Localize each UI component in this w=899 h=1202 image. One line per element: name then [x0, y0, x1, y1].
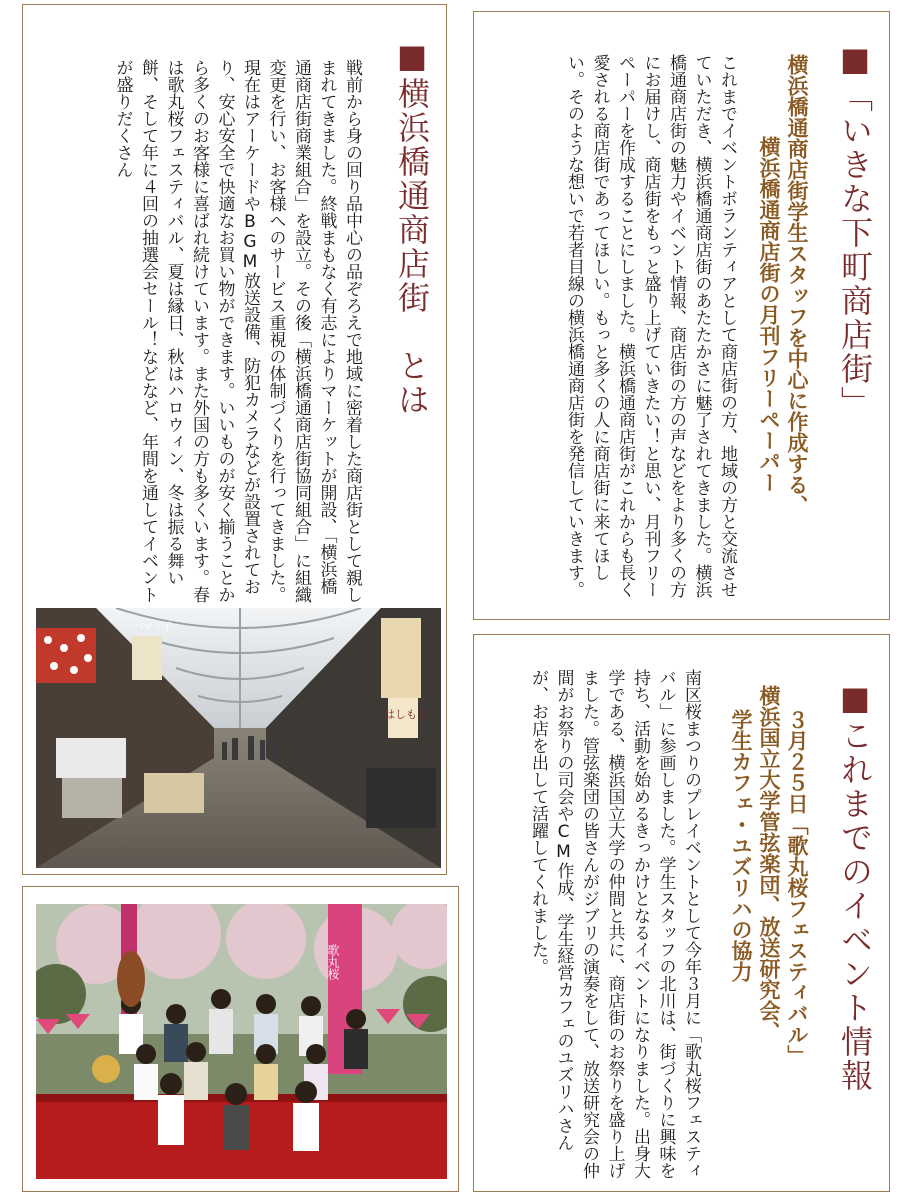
event-photo — [36, 904, 447, 1179]
events-body: 南区桜まつりのプレイベントとして今年３月に「歌丸桜フェスティバル」に参画しました。学生スタッフの北川は、街づくりに興味を持ち、活動を始めるきっかけとなるイベントになりました。出身大学である、横浜国立大学の仲間と共に、商店街のお祭りを盛り上げました。管弦楽団の皆さんがジブリの演奏をして、放送研究会の仲間がお祭りの司会やCM作成、学生経営カフェのユズリハさんが、お店を出して活躍してくれました。 — [528, 669, 701, 1179]
arcade-photo — [36, 608, 441, 868]
events-subheading-2: 横浜国立大学管弦楽団、放送研究会、 — [757, 685, 781, 1042]
arcade-sign-2: はしもと — [384, 708, 428, 721]
about-section — [22, 4, 447, 875]
about-heading: ■横浜橋通商店街 とは — [393, 37, 431, 417]
events-subheading-1: ３月２５日「歌丸桜フェスティバル」 — [785, 709, 809, 1066]
festival-banner-text: 歌丸桜 — [326, 944, 340, 980]
arcade-photo-illustration — [36, 608, 441, 868]
intro-section — [473, 11, 890, 620]
arcade-sign-1: ハマッ子 — [133, 622, 173, 633]
intro-subheading-1: 横浜橋通商店街学生スタッフを中心に作成する、 — [785, 54, 809, 516]
intro-body: これまでイベントボランティアとして商店街の方、地域の方と交流させていただき、横浜橋通商店街のあたたかさに魅了されてきました。横浜橋通商店街の魅力やイベント情報、商店街の方の声などをより多くの方にお届けし、商店街をもっと盛り上げていきたい！と思い、月刊フリーペーパーを作成することにしました。横浜橋通商店街がこれからも長く愛される商店街であってほしい。もっと多くの人に商店街に来てほしい。そのような想いで若者目線の横浜橋通商店街を発信していきます。 — [564, 54, 737, 598]
event-photo-section — [22, 886, 459, 1192]
events-subheading-3: 学生カフェ・ユズリハの協力 — [729, 709, 753, 982]
events-heading: ■これまでのイベント情報 — [836, 679, 874, 1093]
about-body: 戦前から身の回り品中心の品ぞろえで地域に密着した商店街として親しまれてきました。終戦まもなく有志によりマーケットが開設、「横浜橋通商店街商業組合」を設立。その後「横浜橋通商店街協同組合」に組織変更を行い、お客様へのサービス重視の体制づくりを行ってきました。現在はアーケードやBGM放送設備、防犯カメラなどが設置されており、安心安全で快適なお買い物ができます。いいものが安く揃うことから多くのお客様に喜ばれ続けています。また外国の方も多くいます。春は歌丸桜フェスティバル、夏は縁日、秋はハロウィン、冬は振る舞い餅、そして年に４回の抽選会セール！などなど、年間を通してイベントが盛りだくさん — [112, 59, 362, 603]
intro-heading: ■「いきな下町商店街」 — [836, 40, 874, 420]
intro-subheading-2: 横浜橋通商店街の月刊フリーペーパー — [757, 136, 781, 493]
events-section — [473, 634, 890, 1192]
event-photo-illustration — [36, 904, 447, 1179]
